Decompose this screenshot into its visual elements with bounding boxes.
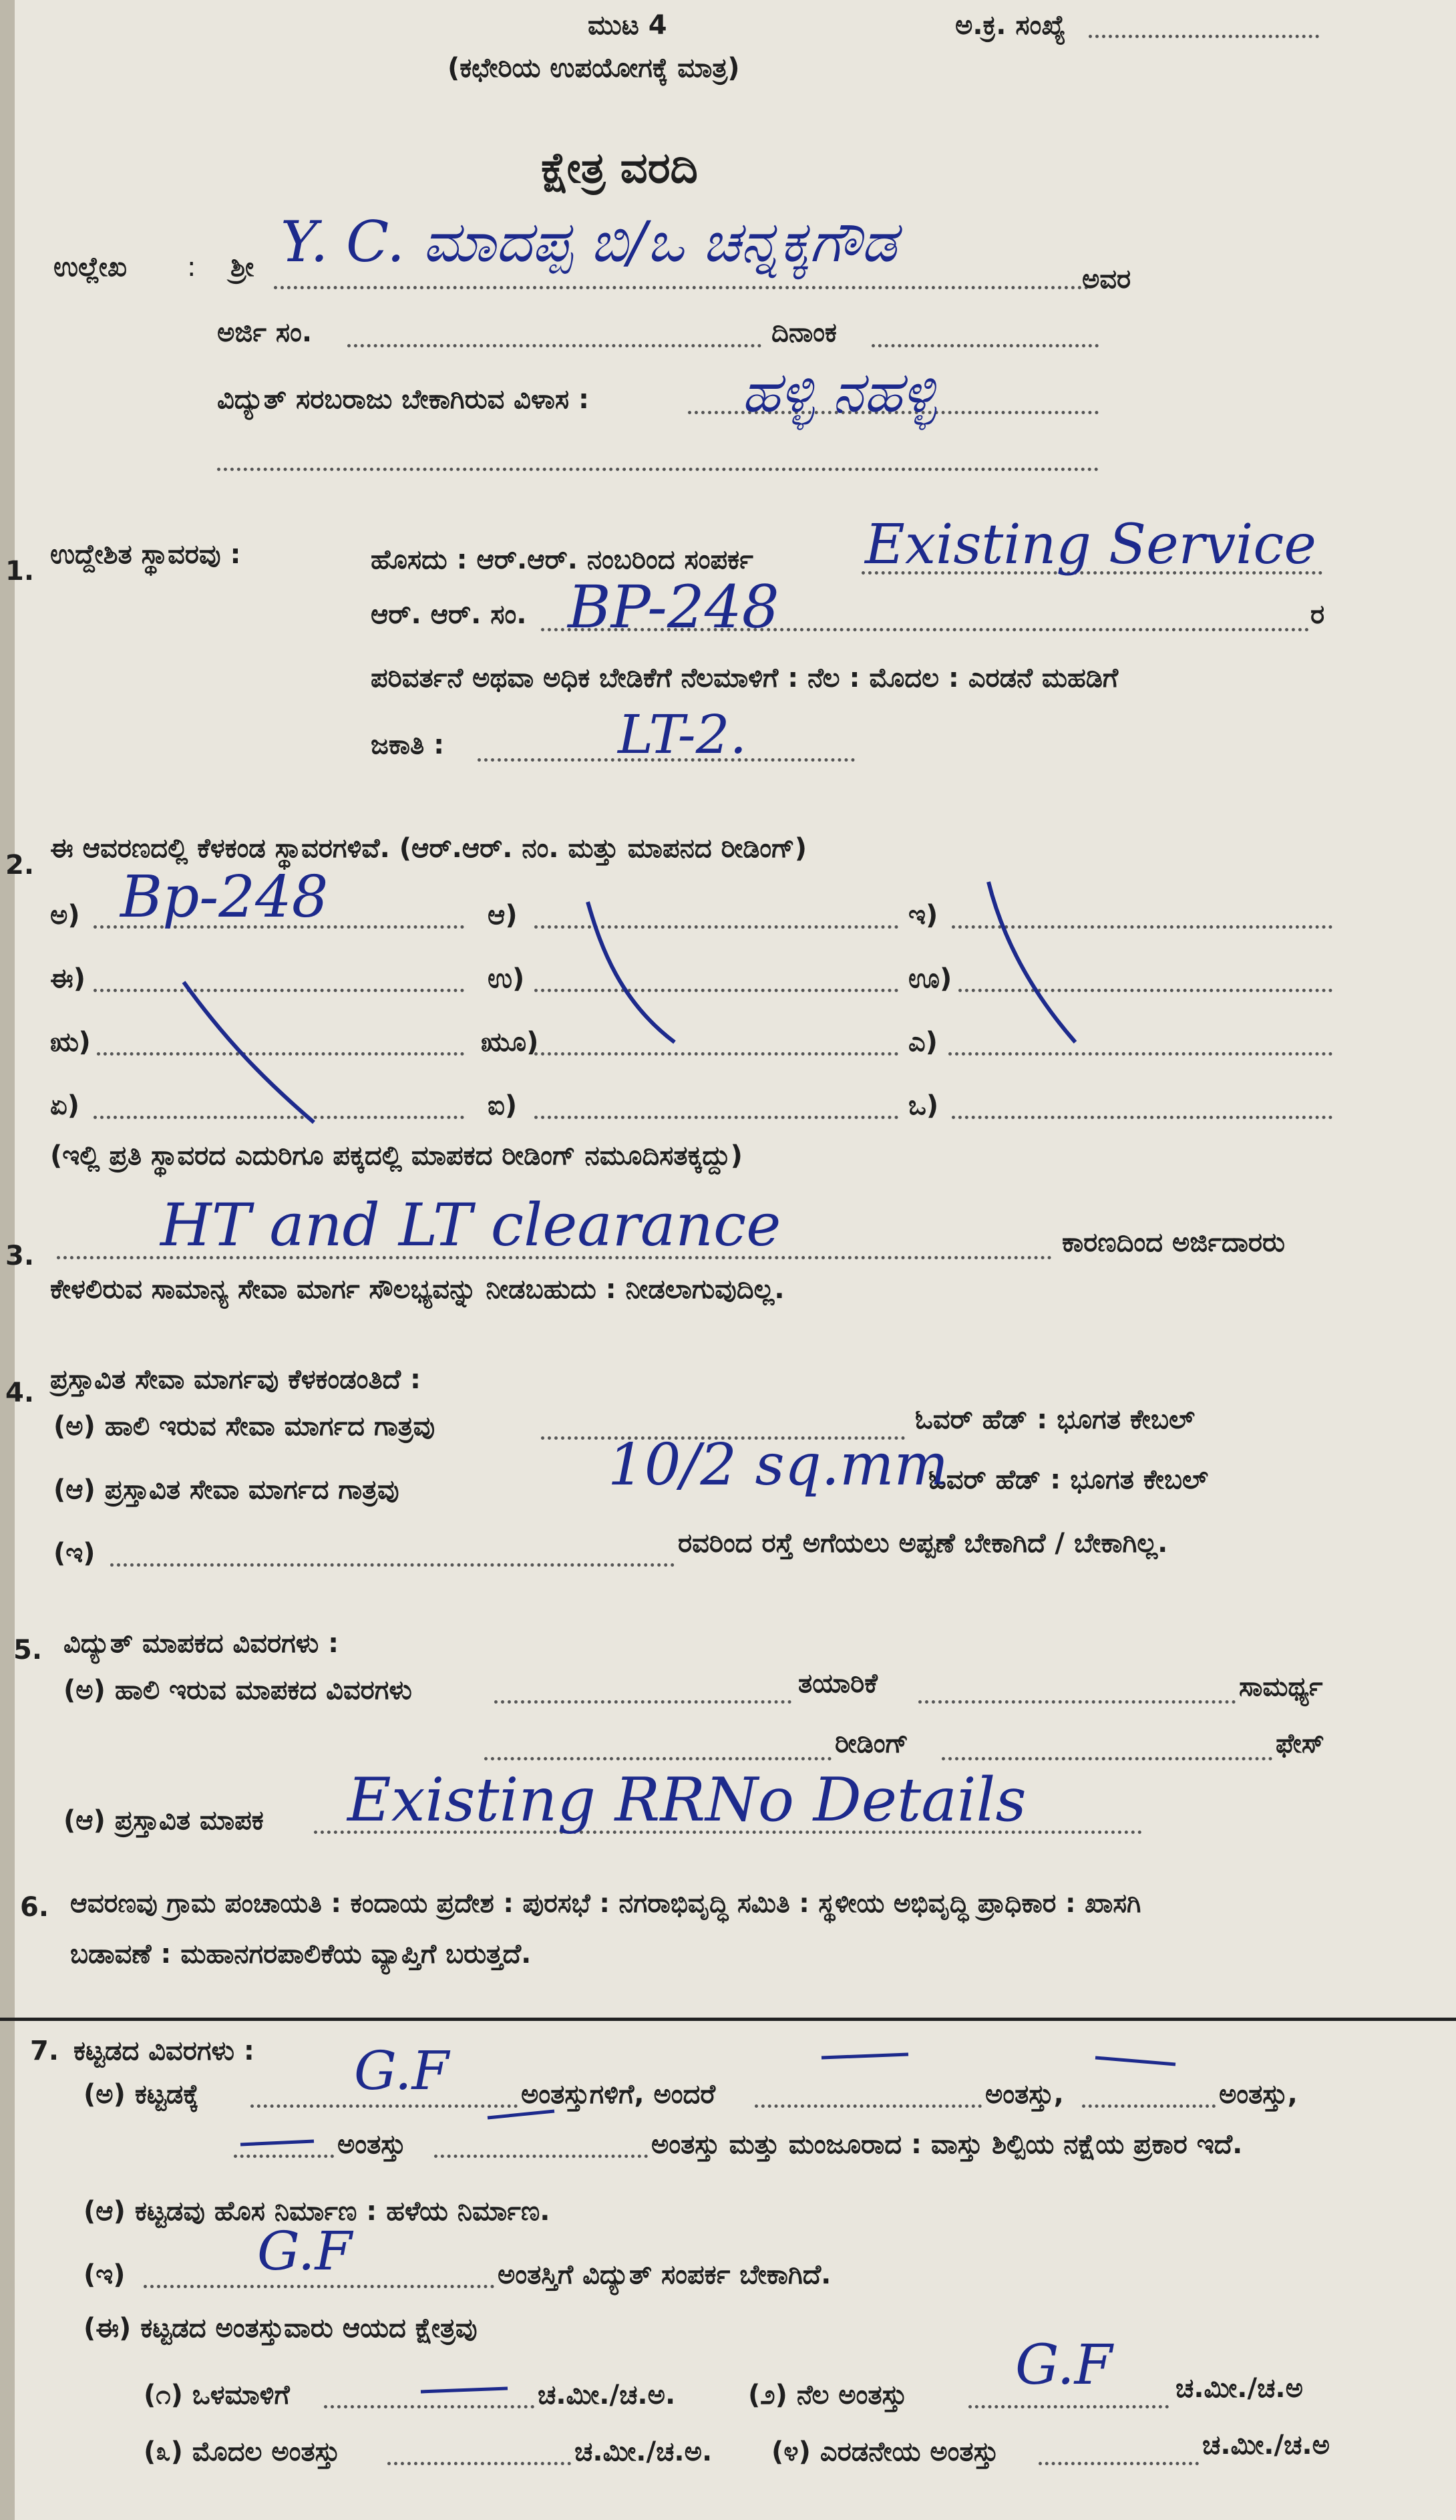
address-handwritten: ಹಳ್ಳಿ ನಹಳ್ಳಿ [741, 359, 936, 425]
dash-mark-4 [488, 2111, 554, 2118]
dash-mark-1 [822, 2054, 908, 2058]
sec5-a-label: (ಅ) ಹಾಲಿ ಇರುವ ಮಾಪಕದ ವಿವರಗಳು [63, 1675, 412, 1706]
sec2-item-a-handwritten: Bp-248 [120, 864, 329, 931]
dash-mark-3 [240, 2141, 314, 2145]
sec1-tariff-handwritten: LT-2. [618, 703, 747, 766]
address-label: ವಿದ್ಯುತ್ ಸರಬರಾಜು ಬೇಕಾಗಿರುವ ವಿಳಾಸ : [217, 384, 589, 415]
sec2-item-ruu: ಋೂ) [481, 1027, 539, 1058]
avara-label: ಅವರ [1082, 264, 1131, 295]
office-note: (ಕಛೇರಿಯ ಉಪಯೋಗಕ್ಕೆ ಮಾತ್ರ) [447, 53, 740, 84]
sec5-b-label: (ಆ) ಪ್ರಸ್ತಾವಿತ ಮಾಪಕ [63, 1805, 264, 1836]
sec2-item-uu: ಊ) [908, 963, 952, 994]
sec2-item-ai: ಐ) [488, 1090, 518, 1121]
sec2-item-ru: ಋ) [50, 1027, 91, 1058]
sec7-ground-dots [968, 2405, 1169, 2408]
sec7-number: 7. [30, 2036, 59, 2066]
sec5-b-handwritten: Existing RRNo Details [347, 1765, 1027, 1835]
dash-mark-5 [421, 2388, 508, 2392]
sec4-c-suffix: ರವರಿಂದ ರಸ್ತೆ ಅಗೆಯಲು ಅಪ್ಪಣೆ ಬೇಕಾಗಿದೆ / ಬೇಕಾಗಿಲ್ಲ. [678, 1528, 1168, 1559]
sec7-a-handwritten: G.F [354, 2040, 449, 2102]
sec4-c-label: (ಇ) [53, 1538, 96, 1569]
dash-mark-2 [1095, 2058, 1175, 2064]
sec7-second-unit: ಚ.ಮೀ./ಚ.ಅ [1202, 2430, 1330, 2461]
sec2-label: ಈ ಆವರಣದಲ್ಲಿ ಕೆಳಕಂಡ ಸ್ಥಾವರಗಳಿವೆ. (ಆರ್.ಆರ್. ನಂ. ಮತ್ತು ಮಾಪನದ ರೀಡಿಂಗ್) [50, 833, 807, 864]
sec5-reading: ರೀಡಿಂಗ್ [835, 1728, 909, 1759]
sec2-item-i: ಇ) [908, 900, 938, 931]
sec2-number: 2. [5, 850, 35, 881]
sec7-c-handwritten: G.F [257, 2220, 352, 2282]
sec2-note: (ಇಲ್ಲಿ ಪ್ರತಿ ಸ್ಥಾವರದ ಎದುರಿಗೂ ಪಕ್ಕದಲ್ಲಿ ಮಾಪಕದ ರೀಡಿಂಗ್ ನಮೂದಿಸತಕ್ಕದ್ದು) [50, 1140, 743, 1171]
sec7-basement-dots [324, 2405, 534, 2408]
sec7-line2-end: ಅಂತಸ್ತು ಮತ್ತು ಮಂಜೂರಾದ : ವಾಸ್ತು ಶಿಲ್ಪಿಯ ನಕ್ಷೆಯ ಪ್ರಕಾರ ಇದೆ. [651, 2129, 1243, 2160]
sec2-item-u: ಉ) [488, 963, 525, 994]
sec2-item-e: ಎ) [908, 1027, 938, 1058]
sec7-first-unit: ಚ.ಮೀ./ಚ.ಅ. [574, 2436, 713, 2467]
sec1-rr-suffix: ರ [1310, 599, 1325, 630]
sec3-line2: ಕೇಳಲಿರುವ ಸಾಮಾನ್ಯ ಸೇವಾ ಮಾರ್ಗ ಸೌಲಭ್ಯವನ್ನು ನೀಡಬಹುದು : ನೀಡಲಾಗುವುದಿಲ್ಲ. [50, 1274, 785, 1305]
sec1-tariff-label: ಜಕಾತಿ : [371, 730, 445, 760]
sec7-a-floor2: ಅಂತಸ್ತು, [1219, 2079, 1298, 2110]
sec7-first: (೩) ಮೊದಲ ಅಂತಸ್ತು [144, 2436, 341, 2467]
sec4-b-handwritten: 10/2 sq.mm [608, 1432, 949, 1499]
serial-label: ಅ.ಕ್ರ. ಸಂಖ್ಯೆ [955, 10, 1066, 41]
sec7-ground-handwritten: G.F [1015, 2334, 1113, 2397]
reference-label: ಉಲ್ಲೇಖ [53, 252, 127, 283]
sec3-suffix: ಕಾರಣದಿಂದ ಅರ್ಜಿದಾರರು [1062, 1227, 1285, 1258]
sec7-ground-unit: ಚ.ಮೀ./ಚ.ಅ [1175, 2373, 1303, 2404]
sec7-c-suffix: ಅಂತಸ್ತಿಗೆ ವಿದ್ಯುತ್ ಸಂಪರ್ಕ ಬೇಕಾಗಿದೆ. [498, 2259, 832, 2290]
sec5-label: ವಿದ್ಯುತ್ ಮಾಪಕದ ವಿವರಗಳು : [63, 1628, 339, 1659]
sec7-second: (೪) ಎರಡನೇಯ ಅಂತಸ್ತು [771, 2436, 998, 2467]
sec7-c-prefix: (ಇ) [83, 2259, 126, 2290]
sec1-rr-no-handwritten: BP-248 [568, 573, 779, 641]
sec7-c-dots [144, 2285, 494, 2288]
sec7-b: (ಆ) ಕಟ್ಟಡವು ಹೊಸ ನಿರ್ಮಾಣ : ಹಳೆಯ ನಿರ್ಮಾಣ. [83, 2196, 550, 2227]
page-label: ಮುಟ 4 [588, 10, 667, 41]
sec2-item-ii: ಈ) [50, 963, 86, 994]
sec2-item-ee: ಏ) [50, 1090, 80, 1121]
date-label: ದಿನಾಂಕ [771, 317, 837, 348]
sec5-capacity: ಸಾಮರ್ಥ್ಯ [1239, 1672, 1323, 1702]
sec4-label: ಪ್ರಸ್ತಾವಿತ ಸೇವಾ ಮಾರ್ಗವು ಕೆಳಕಂಡಂತಿದೆ : [50, 1364, 421, 1395]
sec7-label: ಕಟ್ಟಡದ ವಿವರಗಳು : [73, 2036, 254, 2066]
applicant-handwritten: Y. C. ಮಾದಪ್ಪ ಬಿ/ಒ ಚನ್ನಕ್ಕಗೌಡ [281, 209, 897, 275]
sec7-line2-floor: ಅಂತಸ್ತು [337, 2129, 406, 2160]
sec2-item-o: ಒ) [908, 1090, 939, 1121]
sec4-number: 4. [5, 1378, 35, 1408]
sec7-basement: (೧) ಒಳಮಾಳಿಗೆ [144, 2380, 290, 2410]
sec6-line1: ಆವರಣವು ಗ್ರಾಮ ಪಂಚಾಯತಿ : ಕಂದಾಯ ಪ್ರದೇಶ : ಪುರಸಭೆ : ನಗರಾಭಿವೃದ್ಧಿ ಸಮಿತಿ : ಸ್ಥಳೀಯ ಅಭಿವೃದ್ಧಿ ಪ್ರಾಧಿಕಾರ : ಖಾಸಗಿ [70, 1889, 1141, 1919]
sri-label: ಶ್ರೀ [230, 252, 254, 283]
sec7-d: (ಈ) ಕಟ್ಟಡದ ಅಂತಸ್ತುವಾರು ಆಯದ ಕ್ಷೇತ್ರವು [83, 2313, 478, 2344]
sec5-maker: ತಯಾರಿಕೆ [798, 1668, 878, 1699]
sec7-a-mid: ಅಂತಸ್ತುಗಳಿಗೆ, ಅಂದರೆ [521, 2079, 716, 2110]
sec5-phase: ಫೇಸ್ [1276, 1728, 1324, 1759]
sec4-a-suffix: ಓವರ್ ಹೆಡ್ : ಭೂಗತ ಕೇಬಲ್ [915, 1404, 1195, 1435]
sec5-number: 5. [13, 1635, 43, 1666]
sec7-ground: (೨) ನೆಲ ಅಂತಸ್ತು [748, 2380, 907, 2410]
sec4-b-suffix: ಓವರ್ ಹೆಡ್ : ಭೂಗತ ಕೇಬಲ್ [928, 1464, 1208, 1495]
sec1-new-rr-handwritten: Existing Service [865, 513, 1316, 577]
sec1-number: 1. [5, 556, 35, 587]
sec1-label: ಉದ್ದೇಶಿತ ಸ್ಥಾವರವು : [50, 539, 241, 570]
sec3-handwritten: HT and LT clearance [160, 1191, 781, 1259]
sec3-number: 3. [5, 1241, 35, 1271]
sec1-conversion: ಪರಿವರ್ತನೆ ಅಥವಾ ಅಧಿಕ ಬೇಡಿಕೆಗೆ ನೆಲಮಾಳಿಗೆ : ನೆಲ : ಮೊದಲ : ಎರಡನೆ ಮಹಡಿಗೆ [371, 663, 1119, 693]
sec7-a-floor: ಅಂತಸ್ತು, [985, 2079, 1064, 2110]
sec2-item-a: ಅ) [50, 900, 80, 931]
sec4-a-label: (ಅ) ಹಾಲಿ ಇರುವ ಸೇವಾ ಮಾರ್ಗದ ಗಾತ್ರವು [53, 1411, 435, 1442]
sec4-b-label: (ಆ) ಪ್ರಸ್ತಾವಿತ ಸೇವಾ ಮಾರ್ಗದ ಗಾತ್ರವು [53, 1474, 399, 1505]
sec6-line2: ಬಡಾವಣೆ : ಮಹಾನಗರಪಾಲಿಕೆಯ ವ್ಯಾಪ್ತಿಗೆ ಬರುತ್ತದೆ. [70, 1939, 532, 1970]
application-no-label: ಅರ್ಜಿ ಸಂ. [217, 317, 313, 348]
sec2-item-aa: ಆ) [488, 900, 518, 931]
reference-colon: : [187, 252, 196, 283]
sec7-second-dots [1039, 2462, 1199, 2465]
sec7-first-dots [387, 2462, 571, 2465]
page-title: ಕ್ಷೇತ್ರ ವರದಿ [541, 144, 698, 193]
sec7-basement-unit: ಚ.ಮೀ./ಚ.ಅ. [538, 2380, 676, 2410]
sec1-new-rr: ಹೊಸದು : ಆರ್.ಆರ್. ನಂಬರಿಂದ ಸಂಪರ್ಕ [371, 544, 753, 575]
sec7-a-prefix: (ಅ) ಕಟ್ಟಡಕ್ಕೆ [83, 2079, 199, 2110]
sec6-number: 6. [20, 1892, 49, 1923]
sec1-rr-no-label: ಆರ್. ಆರ್. ಸಂ. [371, 599, 527, 630]
